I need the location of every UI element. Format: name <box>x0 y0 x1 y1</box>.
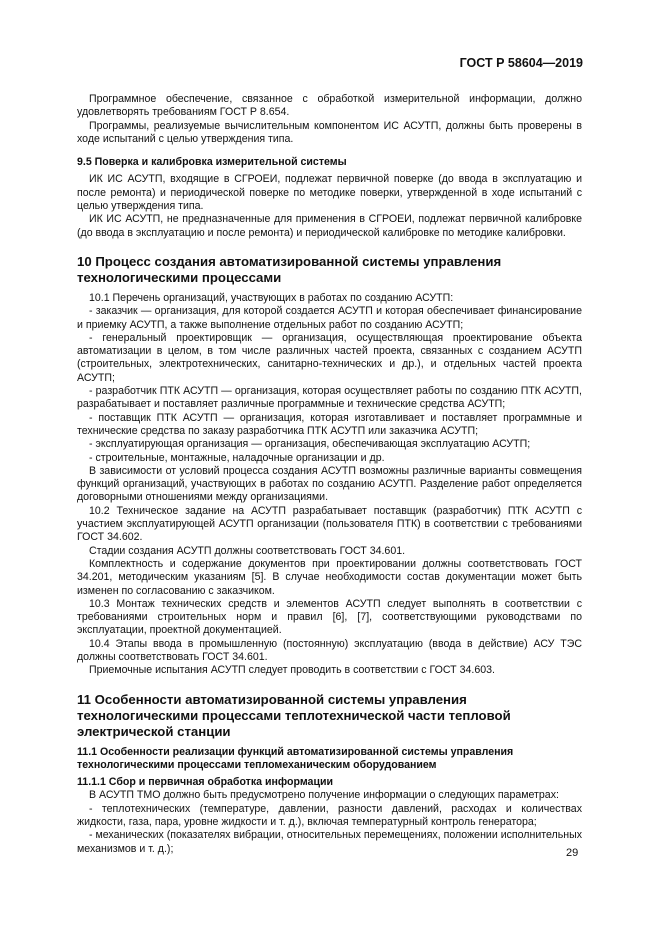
paragraph: 10.2 Техническое задание на АСУТП разрабатывает поставщик (разработчик) ПТК АСУТП с участием эксплуатирующей АСУТП организации (пользователя ПТК) в соответствии с требованиями ГОСТ 34.602. <box>77 504 582 544</box>
paragraph: - механических (показателях вибрации, относительных перемещениях, положении исполнительных механизмов и т. д.); <box>77 829 582 855</box>
paragraph: Комплектность и содержание документов при проектировании должны соответствовать ГОСТ 34.201, методическим указаниям [5]. В случае необходимости состав документации может быть изменен по согласованию с заказчиком. <box>77 557 582 597</box>
paragraph: Программы, реализуемые вычислительным компонентом ИС АСУТП, должны быть проверены в ходе испытаний с целью утверждения типа. <box>77 119 582 145</box>
page-number: 29 <box>566 847 579 859</box>
clause-heading: 11.1.1 Сбор и первичная обработка информации <box>77 776 333 789</box>
page-body <box>77 93 582 856</box>
paragraph: - заказчик — организация, для которой создается АСУТП и которая обеспечивает финансирование и приемку АСУТП, а также выполнение отдельных работ по созданию АСУТП; <box>77 305 582 331</box>
paragraph: - генеральный проектировщик — организация, осуществляющая проектирование объекта автоматизации в целом, в том числе различных частей проекта, связанных с созданием АСУТП (строительных, электротехнических, санитарно-технических и др.), и отдельных частей проекта АСУТП; <box>77 331 582 384</box>
paragraph: - поставщик ПТК АСУТП — организация, которая изготавливает и поставляет программные и технические средства по заказу разработчика ПТК АСУТП или заказчика АСУТП; <box>77 411 582 437</box>
paragraph: - строительные, монтажные, наладочные организации и др. <box>89 451 385 464</box>
paragraph: В зависимости от условий процесса создания АСУТП возможны различные варианты совмещения функций организаций, участвующих в работах по созданию АСУТП. Разделение работ определяется договорными отношениями между организациями. <box>77 464 582 504</box>
paragraph: Программное обеспечение, связанное с обработкой измерительной информации, должно удовлетворять требованиям ГОСТ Р 8.654. <box>77 93 582 119</box>
document-id: ГОСТ Р 58604—2019 <box>459 56 583 70</box>
section-heading: 10 Процесс создания автоматизированной системы управления технологическими процессами <box>77 253 502 285</box>
paragraph: - теплотехнических (температуре, давлении, разности давлений, расходах и количествах жидкости, газа, пара, уровне жидкости и т. д.), включая температурный контроль генератора; <box>77 802 582 829</box>
paragraph: 10.3 Монтаж технических средств и элементов АСУТП следует выполнять в соответствии с требованиями строительных норм и правил [6], [7], соответствующими руководствами по эксплуатации, проектной документацией. <box>77 597 582 637</box>
subsection-heading: 11.1 Особенности реализации функций автоматизированной системы управления технологическими процессами тепломеханическим оборудованием <box>77 745 514 771</box>
paragraph: ИК ИС АСУТП, не предназначенные для применения в СГРОЕИ, подлежат первичной калибровке (до ввода в эксплуатацию и после ремонта) и периодической калибровке по методике калибровки. <box>77 213 582 239</box>
paragraph: ИК ИС АСУТП, входящие в СГРОЕИ, подлежат первичной поверке (до ввода в эксплуатацию и после ремонта) и периодической поверке по методике поверки, утвержденной в ходе испытаний с целью утверждения типа. <box>77 173 582 213</box>
subsection-heading: 9.5 Поверка и калибровка измерительной системы <box>77 156 347 169</box>
section-heading: 11 Особенности автоматизированной системы управления технологическими процессами теплотехнической части тепловой электрической станции <box>77 691 511 739</box>
paragraph: 10.1 Перечень организаций, участвующих в работах по созданию АСУТП: <box>89 291 454 304</box>
paragraph: - эксплуатирующая организация — организация, обеспечивающая эксплуатацию АСУТП; <box>89 438 531 451</box>
paragraph: - разработчик ПТК АСУТП — организация, которая осуществляет работы по созданию ПТК АСУТП, разрабатывает и поставляет различные программные и технические средства АСУТП; <box>77 385 582 411</box>
paragraph: В АСУТП ТМО должно быть предусмотрено получение информации о следующих параметрах: <box>89 789 559 802</box>
paragraph: 10.4 Этапы ввода в промышленную (постоянную) эксплуатацию (ввода в действие) АСУ ТЭС должны соответствовать ГОСТ 34.601. <box>77 637 582 663</box>
paragraph: Стадии создания АСУТП должны соответствовать ГОСТ 34.601. <box>89 544 406 557</box>
paragraph: Приемочные испытания АСУТП следует проводить в соответствии с ГОСТ 34.603. <box>89 664 495 677</box>
